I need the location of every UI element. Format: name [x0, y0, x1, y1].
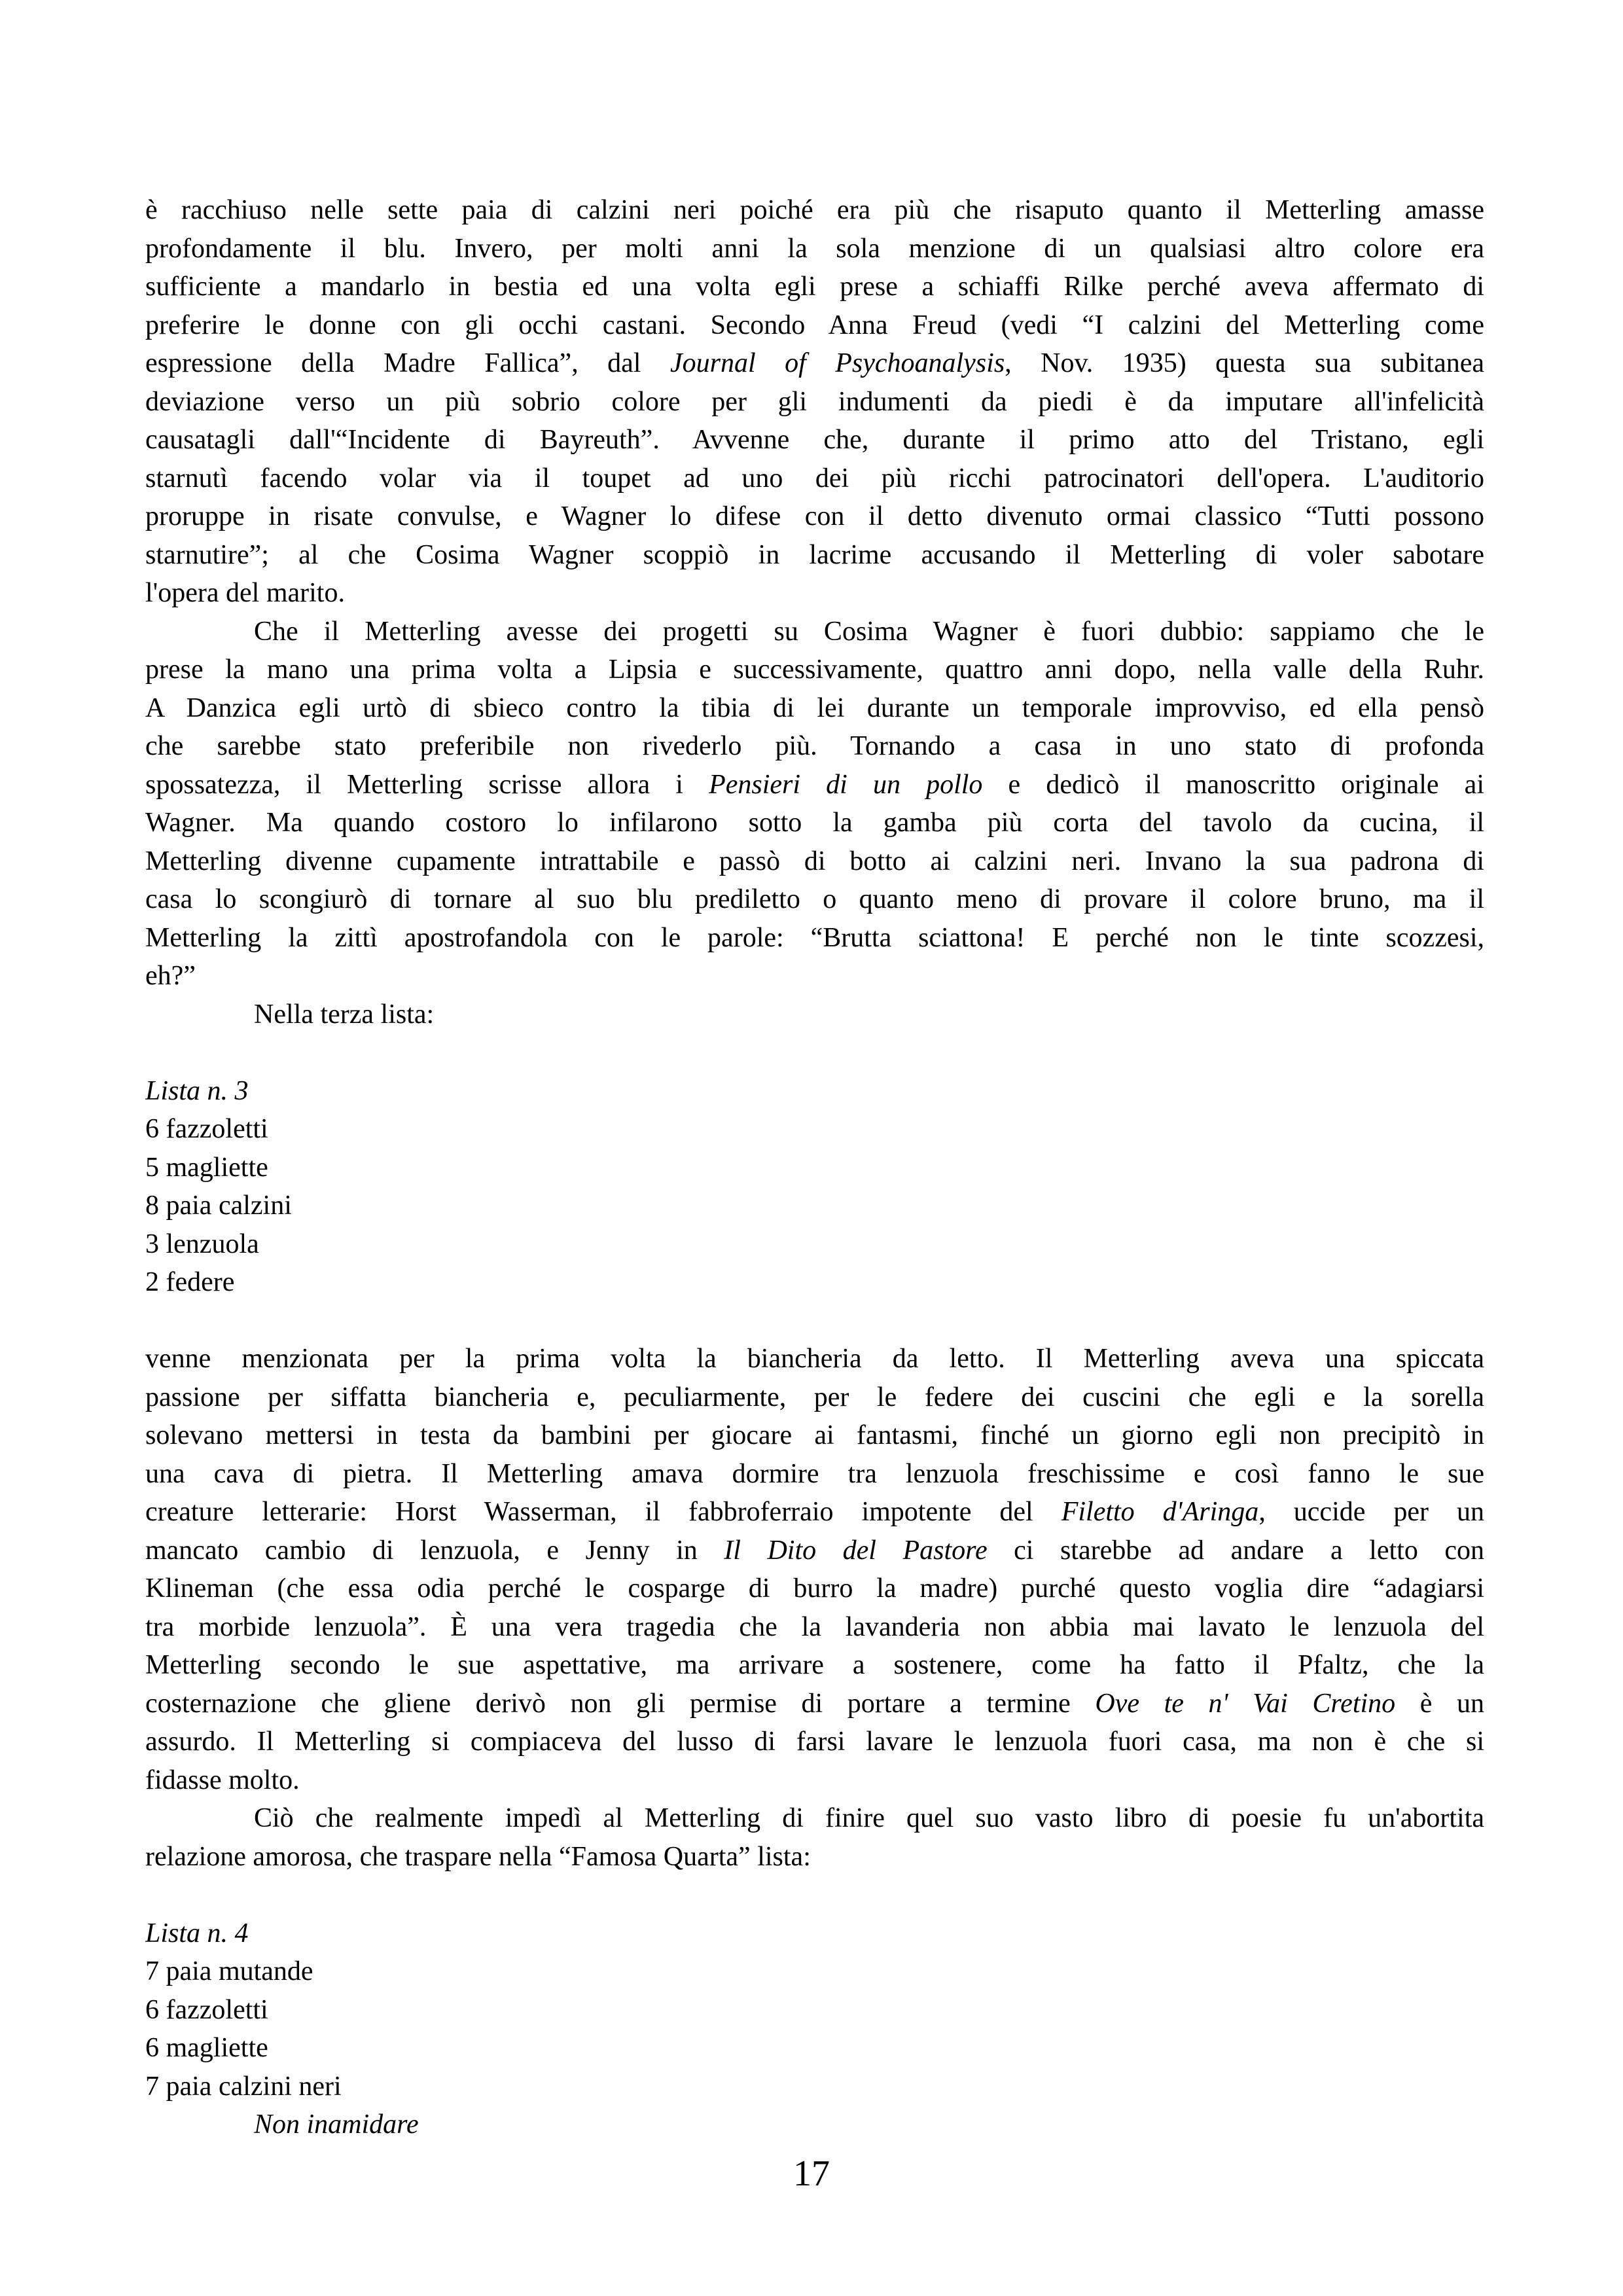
text-line [145, 1532, 1484, 1570]
text-run: fidasse molto. [145, 1765, 300, 1795]
text-run: Klineman (che essa odia perché le cosparge di burro la madre) purché questo voglia dire “adagiarsi [145, 1573, 1484, 1604]
page-number: 17 [793, 2153, 830, 2194]
text-line [145, 1493, 1484, 1532]
text-run: spossatezza, il Metterling scrisse allora i [145, 769, 709, 800]
text-run: relazione amorosa, che traspare nella “Famosa Quarta” lista: [145, 1841, 811, 1872]
text-line [145, 1723, 1484, 1761]
text-line [145, 2106, 1484, 2144]
text-line [145, 1149, 1484, 1187]
text-run: Che il Metterling avesse dei progetti su Cosima Wagner è fuori dubbio: sappiamo che le [254, 616, 1484, 647]
text-run: Nella terza lista: [254, 999, 435, 1030]
text-line [145, 2068, 1484, 2106]
text-line [145, 1952, 1484, 1991]
text-line [145, 1072, 1484, 1111]
text-line [145, 766, 1484, 804]
text-line [145, 1799, 1484, 1838]
text-run: Metterling la zittì apostrofandola con le parole: “Brutta sciattona! E perché non le tinte scozzesi, [145, 922, 1484, 953]
text-line [145, 1914, 1484, 1953]
text-line [145, 268, 1484, 306]
paragraph-nella-terza-lista [145, 996, 1484, 1034]
text-run: prese la mano una prima volta a Lipsia e successivamente, quattro anni dopo, nella valle della Ruhr. [145, 655, 1484, 685]
text-run: che sarebbe stato preferibile non rivederlo più. Tornando a casa in uno stato di profonda [145, 731, 1484, 761]
text-run: e dedicò il manoscritto originale ai [982, 769, 1484, 800]
text-line [145, 383, 1484, 422]
text-line [145, 1110, 1484, 1149]
text-line [145, 1991, 1484, 2030]
text-line [145, 1225, 1484, 1264]
text-run: starnutire”; al che Cosima Wagner scoppiò in lacrime accusando il Metterling di voler sabotare [145, 539, 1484, 570]
text-run: 3 lenzuola [145, 1229, 259, 1259]
text-run: 2 federe [145, 1267, 235, 1297]
text-run: espressione della Madre Fallica”, dal [145, 348, 670, 378]
italic-text-run: Lista n. 4 [145, 1918, 249, 1948]
paragraph-cosima-wagner [145, 613, 1484, 996]
blank-line [145, 1033, 1484, 1072]
italic-text-run: Journal of Psychoanalysis [669, 348, 1005, 378]
italic-text-run: Pensieri di un pollo [709, 769, 983, 800]
text-run: starnutì facendo volar via il toupet ad uno dei più ricchi patrocinatori dell'opera. L'auditorio [145, 463, 1484, 493]
text-line [145, 1761, 1484, 1800]
text-run: proruppe in risate convulse, e Wagner lo difese con il detto divenuto ormai classico “Tutti possono [145, 501, 1484, 531]
text-line [145, 1378, 1484, 1417]
text-run: casa lo scongiurò di tornare al suo blu prediletto o quanto meno di provare il colore bruno, ma il [145, 884, 1484, 914]
text-run: profondamente il blu. Invero, per molti anni la sola menzione di un qualsiasi altro colore era [145, 233, 1484, 264]
lista-n-4 [145, 1914, 1484, 2144]
text-run: eh?” [145, 961, 196, 991]
text-run: 7 paia calzini neri [145, 2071, 342, 2102]
body-text [145, 191, 1484, 2144]
text-run: passione per siffatta biancheria e, peculiarmente, per le federe dei cuscini che egli e la sorella [145, 1382, 1484, 1412]
text-run: costernazione che gliene derivò non gli permise di portare a termine [145, 1688, 1096, 1719]
text-line [145, 1570, 1484, 1608]
text-line [145, 957, 1484, 996]
paragraph-famosa-quarta [145, 1799, 1484, 1876]
italic-text-run: Ove te n' Vai Cretino [1095, 1688, 1396, 1719]
text-line [145, 306, 1484, 345]
paragraph-calzini-neri [145, 191, 1484, 613]
text-run: sufficiente a mandarlo in bestia ed una volta egli prese a schiaffi Rilke perché aveva affermato di [145, 272, 1484, 302]
text-run: preferire le donne con gli occhi castani. Secondo Anna Freud (vedi “I calzini del Metterling come [145, 310, 1484, 340]
text-line [145, 996, 1484, 1034]
text-run: venne menzionata per la prima volta la biancheria da letto. Il Metterling aveva una spiccata [145, 1344, 1484, 1374]
text-run: tra morbide lenzuola”. È una vera tragedia che la lavanderia non abbia mai lavato le lenzuola del [145, 1611, 1484, 1642]
text-run: A Danzica egli urtò di sbieco contro la tibia di lei durante un temporale improvviso, ed ella pensò [145, 692, 1484, 723]
text-run: 6 magliette [145, 2033, 268, 2063]
text-line [145, 613, 1484, 651]
text-line [145, 1340, 1484, 1378]
text-run: mancato cambio di lenzuola, e Jenny in [145, 1535, 724, 1566]
text-line [145, 1263, 1484, 1302]
text-run: è un [1395, 1688, 1484, 1719]
text-run: 5 magliette [145, 1152, 268, 1183]
text-line [145, 459, 1484, 498]
text-run: 8 paia calzini [145, 1191, 292, 1221]
text-line [145, 1455, 1484, 1494]
italic-text-run: Non inamidare [254, 2109, 419, 2140]
text-line [145, 1646, 1484, 1685]
text-line [145, 1608, 1484, 1647]
paragraph-biancheria-da-letto [145, 1340, 1484, 1799]
text-line [145, 1187, 1484, 1225]
text-run: è racchiuso nelle sette paia di calzini neri poiché era più che risaputo quanto il Metterling amasse [145, 195, 1484, 225]
text-line [145, 497, 1484, 536]
text-line [145, 727, 1484, 766]
text-line [145, 574, 1484, 613]
text-line [145, 1416, 1484, 1455]
text-run: ci starebbe ad andare a letto con [987, 1535, 1484, 1566]
italic-text-run: Lista n. 3 [145, 1075, 249, 1106]
text-run: 7 paia mutande [145, 1956, 313, 1986]
text-line [145, 919, 1484, 958]
text-run: Ciò che realmente impedì al Metterling di finire quel suo vasto libro di poesie fu un'abortita [254, 1803, 1484, 1833]
italic-text-run: Il Dito del Pastore [724, 1535, 988, 1566]
text-line [145, 880, 1484, 919]
text-line [145, 689, 1484, 728]
text-run: deviazione verso un più sobrio colore per gli indumenti da piedi è da imputare all'infelicità [145, 386, 1484, 417]
text-line [145, 804, 1484, 842]
blank-line [145, 1302, 1484, 1340]
text-line [145, 1838, 1484, 1876]
text-line [145, 842, 1484, 881]
text-run: creature letterarie: Horst Wasserman, il fabbroferraio impotente del [145, 1497, 1061, 1527]
text-line [145, 1685, 1484, 1723]
text-run: assurdo. Il Metterling si compiaceva del lusso di farsi lavare le lenzuola fuori casa, ma non è che si [145, 1727, 1484, 1757]
blank-line [145, 1876, 1484, 1914]
text-line [145, 2029, 1484, 2068]
text-run: Metterling secondo le sue aspettative, ma arrivare a sostenere, come ha fatto il Pfaltz, che la [145, 1650, 1484, 1680]
text-run: solevano mettersi in testa da bambini per giocare ai fantasmi, finché un giorno egli non precipitò in [145, 1420, 1484, 1450]
text-run: , Nov. 1935) questa sua subitanea [1005, 348, 1484, 378]
lista-n-3 [145, 1072, 1484, 1302]
text-run: Wagner. Ma quando costoro lo infilarono sotto la gamba più corta del tavolo da cucina, il [145, 808, 1484, 838]
text-line [145, 536, 1484, 575]
text-run: causatagli dall'“Incidente di Bayreuth”. Avvenne che, durante il primo atto del Tristano, egli [145, 425, 1484, 455]
text-run: Metterling divenne cupamente intrattabile e passò di botto ai calzini neri. Invano la sua padrona di [145, 846, 1484, 876]
text-run: , uccide per un [1258, 1497, 1484, 1527]
text-run: una cava di pietra. Il Metterling amava dormire tra lenzuola freschissime e così fanno le sue [145, 1458, 1484, 1489]
text-line [145, 651, 1484, 689]
text-run: l'opera del marito. [145, 578, 345, 608]
text-line [145, 191, 1484, 230]
text-line [145, 230, 1484, 268]
italic-text-run: Filetto d'Aringa [1061, 1497, 1259, 1527]
text-run: 6 fazzoletti [145, 1994, 268, 2025]
text-line [145, 344, 1484, 383]
text-run: 6 fazzoletti [145, 1114, 268, 1144]
text-line [145, 421, 1484, 459]
